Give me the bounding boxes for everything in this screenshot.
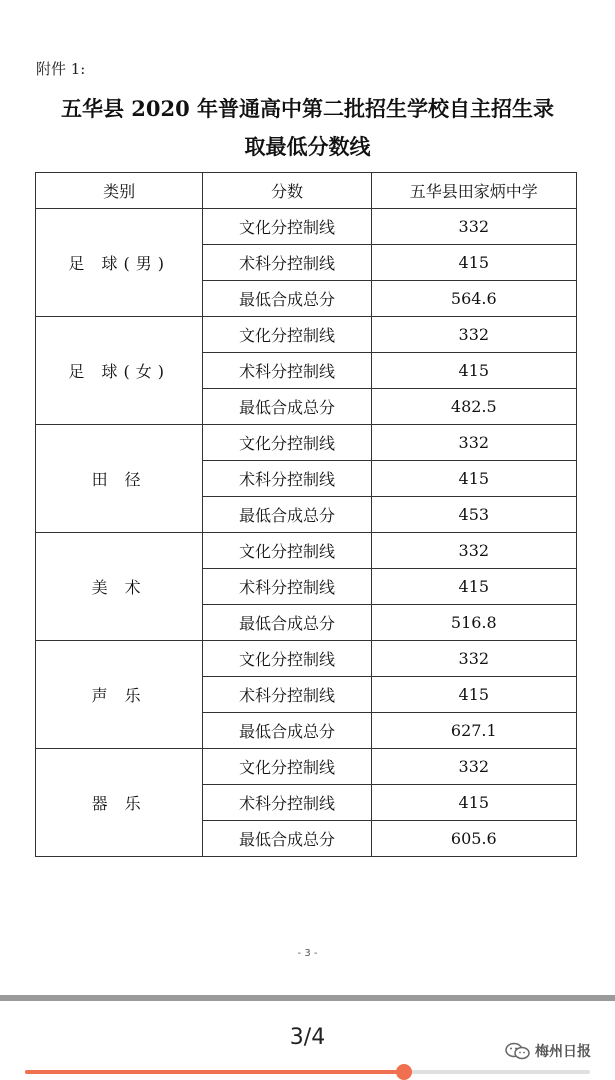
table-body bbox=[36, 209, 577, 857]
progress-slider[interactable] bbox=[25, 1070, 590, 1074]
category-cell: 田 径 bbox=[36, 425, 203, 533]
header-score-type: 分数 bbox=[203, 173, 371, 209]
score-value-cell: 332 bbox=[371, 317, 576, 353]
score-type-cell: 文化分控制线 bbox=[203, 749, 371, 785]
score-type-cell: 术科分控制线 bbox=[203, 677, 371, 713]
score-type-cell: 术科分控制线 bbox=[203, 785, 371, 821]
score-type-cell: 最低合成总分 bbox=[203, 281, 371, 317]
score-type-cell: 文化分控制线 bbox=[203, 533, 371, 569]
watermark bbox=[505, 1041, 591, 1061]
score-type-cell: 最低合成总分 bbox=[203, 389, 371, 425]
category-cell: 足 球(男) bbox=[36, 209, 203, 317]
progress-thumb[interactable] bbox=[396, 1064, 412, 1080]
score-value-cell: 605.6 bbox=[371, 821, 576, 857]
watermark-text: 梅州日报 bbox=[535, 1044, 591, 1060]
score-type-cell: 最低合成总分 bbox=[203, 497, 371, 533]
page-indicator: 3/4 bbox=[289, 1025, 326, 1050]
header-category: 类别 bbox=[36, 173, 203, 209]
category-cell: 足 球(女) bbox=[36, 317, 203, 425]
table-row bbox=[36, 209, 577, 245]
score-type-cell: 最低合成总分 bbox=[203, 605, 371, 641]
header-school: 五华县田家炳中学 bbox=[371, 173, 576, 209]
score-type-cell: 术科分控制线 bbox=[203, 461, 371, 497]
score-type-cell: 文化分控制线 bbox=[203, 317, 371, 353]
score-value-cell: 332 bbox=[371, 533, 576, 569]
score-value-cell: 453 bbox=[371, 497, 576, 533]
score-value-cell: 415 bbox=[371, 245, 576, 281]
table-header-row bbox=[36, 173, 577, 209]
score-value-cell: 516.8 bbox=[371, 605, 576, 641]
table-row bbox=[36, 317, 577, 353]
score-value-cell: 564.6 bbox=[371, 281, 576, 317]
score-value-cell: 415 bbox=[371, 461, 576, 497]
title-line-2: 取最低分数线 bbox=[244, 134, 371, 159]
table-row bbox=[36, 749, 577, 785]
score-type-cell: 文化分控制线 bbox=[203, 641, 371, 677]
table-row bbox=[36, 641, 577, 677]
page-number: - 3 - bbox=[297, 948, 318, 959]
score-table bbox=[35, 172, 577, 857]
title-line-1: 五华县 2020 年普通高中第二批招生学校自主招生录 bbox=[60, 96, 555, 121]
score-value-cell: 415 bbox=[371, 785, 576, 821]
score-value-cell: 415 bbox=[371, 677, 576, 713]
wechat-icon bbox=[505, 1042, 531, 1060]
document-title bbox=[20, 90, 595, 166]
score-type-cell: 文化分控制线 bbox=[203, 209, 371, 245]
category-cell: 器 乐 bbox=[36, 749, 203, 857]
score-value-cell: 332 bbox=[371, 641, 576, 677]
table-row bbox=[36, 533, 577, 569]
score-value-cell: 415 bbox=[371, 353, 576, 389]
category-cell: 声 乐 bbox=[36, 641, 203, 749]
score-type-cell: 术科分控制线 bbox=[203, 569, 371, 605]
progress-fill bbox=[25, 1070, 404, 1074]
score-type-cell: 最低合成总分 bbox=[203, 713, 371, 749]
score-type-cell: 术科分控制线 bbox=[203, 353, 371, 389]
score-type-cell: 最低合成总分 bbox=[203, 821, 371, 857]
score-value-cell: 332 bbox=[371, 425, 576, 461]
category-cell: 美 术 bbox=[36, 533, 203, 641]
score-type-cell: 文化分控制线 bbox=[203, 425, 371, 461]
attachment-label: 附件 1: bbox=[36, 60, 86, 78]
viewer-toolbar bbox=[0, 1001, 615, 1079]
score-value-cell: 332 bbox=[371, 209, 576, 245]
score-value-cell: 415 bbox=[371, 569, 576, 605]
score-value-cell: 627.1 bbox=[371, 713, 576, 749]
score-type-cell: 术科分控制线 bbox=[203, 245, 371, 281]
table-row bbox=[36, 425, 577, 461]
score-value-cell: 482.5 bbox=[371, 389, 576, 425]
score-value-cell: 332 bbox=[371, 749, 576, 785]
